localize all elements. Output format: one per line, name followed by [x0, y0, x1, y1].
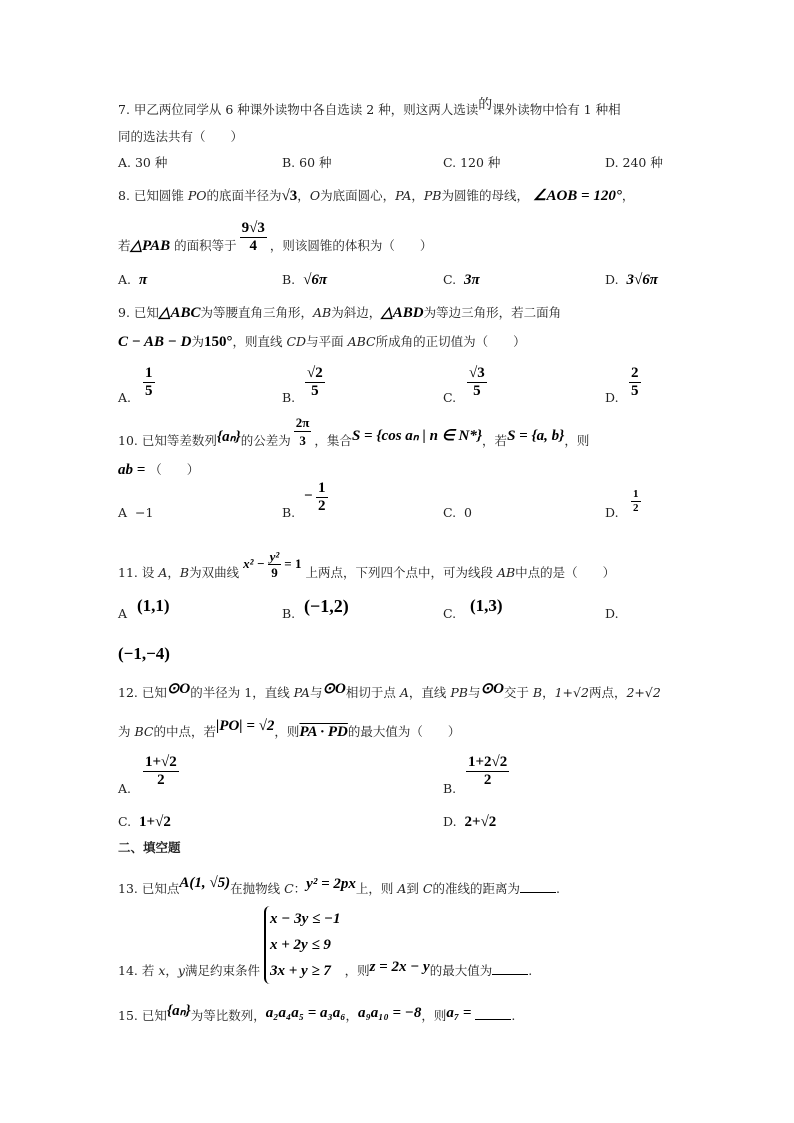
- math: ⊙O: [166, 681, 191, 697]
- q12-label-b: B.: [443, 781, 457, 796]
- value: 0: [464, 505, 472, 520]
- t: 的公差为: [240, 433, 291, 448]
- q10-option-a: [118, 505, 153, 521]
- q9-line1: [118, 305, 561, 321]
- t: 的最大值为（ ）: [347, 724, 461, 739]
- math: {aₙ}: [216, 429, 241, 445]
- q11-line1: [118, 549, 615, 581]
- math: a₇ =: [446, 1005, 472, 1021]
- den: 5: [311, 383, 319, 399]
- q8-option-c: [443, 272, 480, 288]
- t: ，: [345, 1008, 359, 1023]
- q11-option-a: (1,1): [137, 596, 170, 615]
- q10-option-d: [631, 488, 641, 515]
- q14-constraint-system: [264, 906, 341, 984]
- math: |PO| = √2: [215, 718, 275, 734]
- label: A: [118, 505, 128, 520]
- num: 9√3: [241, 220, 265, 236]
- t: 为等比数列，: [190, 1008, 266, 1023]
- math: 2+√2: [464, 814, 497, 830]
- section-title: 二、填空题: [118, 840, 181, 855]
- t: 与: [309, 685, 323, 700]
- t: ，: [167, 565, 180, 580]
- t: A: [158, 565, 168, 580]
- q14-line: [118, 906, 532, 984]
- q15-answer-blank[interactable]: [475, 1007, 511, 1020]
- t: CD: [286, 334, 307, 349]
- t: ，: [542, 685, 555, 700]
- t: .: [555, 881, 560, 896]
- num: 1: [145, 365, 153, 381]
- den: 9: [271, 565, 278, 580]
- q10-fraction: [294, 414, 312, 449]
- q8-option-b: [282, 272, 327, 288]
- num: 2: [631, 365, 639, 381]
- den: 5: [473, 383, 481, 399]
- q11-label-c: C.: [443, 606, 457, 621]
- t: 10. 已知等差数列: [118, 433, 217, 448]
- math: 1+√2: [139, 814, 171, 830]
- t: PB: [450, 685, 468, 700]
- t: ，: [411, 188, 424, 203]
- t: 为底面圆心，: [320, 188, 396, 203]
- t: 14. 若: [118, 963, 159, 978]
- t: ，则: [564, 433, 590, 448]
- num: 1+√2: [145, 754, 177, 770]
- q11-label-a: A: [118, 606, 128, 621]
- label: C.: [443, 272, 457, 287]
- t: 与: [468, 685, 481, 700]
- q8-line2: [118, 220, 432, 255]
- t: 11. 设: [118, 565, 159, 580]
- constraint: x − 3y ≤ −1: [269, 911, 341, 927]
- t: 为: [118, 724, 135, 739]
- num: 1+2√2: [468, 754, 508, 770]
- t: .: [511, 1008, 516, 1023]
- q12-option-a: [143, 754, 179, 789]
- q12-option-d: [443, 814, 496, 830]
- q11-option-c: (1,3): [470, 596, 503, 615]
- den: 3: [299, 433, 306, 448]
- q9-label-d: D.: [605, 390, 619, 405]
- math: √6π: [303, 272, 328, 288]
- label: A.: [118, 272, 132, 287]
- t: ，则直线: [232, 334, 287, 349]
- q8-option-d: [605, 272, 658, 288]
- math: △ABC: [158, 305, 201, 321]
- t: A: [399, 685, 409, 700]
- q13-answer-blank[interactable]: [520, 880, 556, 893]
- math: ⊙O: [322, 681, 346, 697]
- t: ，则: [274, 724, 300, 739]
- q12-option-b: [466, 754, 509, 789]
- q10-label-b: B.: [282, 505, 296, 520]
- t: AB: [312, 305, 332, 320]
- math: {aₙ}: [166, 1003, 191, 1019]
- q7-text: 7. 甲乙两位同学从 6 种课外读物中各自选读 2 种，则这两人选读: [118, 102, 479, 117]
- t: x: [158, 963, 166, 978]
- value: −1: [134, 505, 154, 520]
- math: ab =: [118, 462, 146, 478]
- t: 与平面: [306, 334, 348, 349]
- q8-line1: [118, 188, 634, 204]
- q12-line2: [118, 718, 461, 740]
- q11-option-b: (−1,2): [304, 596, 349, 616]
- t: 的准线的距离为: [432, 881, 520, 896]
- t: （ ）: [149, 462, 200, 477]
- den: 5: [631, 383, 639, 399]
- num: y²: [269, 549, 280, 564]
- t: 1+√2: [554, 685, 589, 700]
- t: 为圆锥的母线，: [441, 188, 530, 203]
- t: 15. 已知: [118, 1008, 167, 1023]
- q12-label-a: A.: [118, 781, 132, 796]
- math: √3: [281, 188, 298, 204]
- t: PA: [395, 188, 412, 203]
- t: ，则: [344, 963, 370, 978]
- label: D.: [443, 814, 457, 829]
- den: 2: [633, 502, 639, 514]
- math: z = 2x − y: [369, 959, 430, 975]
- t: 上两点，下列四个点中，可为线段: [305, 565, 497, 580]
- t: 13. 已知点: [118, 881, 180, 896]
- t: 2+√2: [626, 685, 661, 700]
- q9-option-a: [143, 365, 155, 400]
- t: 12. 已知: [118, 685, 167, 700]
- t: ，集合: [314, 433, 352, 448]
- t: 所成角的正切值为（ ）: [375, 334, 526, 349]
- math: 3√6π: [626, 272, 658, 288]
- t: 的面积等于: [170, 238, 237, 253]
- t: .: [528, 963, 533, 978]
- q11-eq-left: x² −: [243, 556, 265, 571]
- num: 1: [633, 488, 639, 500]
- num: √3: [469, 365, 485, 381]
- t: 为: [191, 334, 204, 349]
- t: 中点的是（ ）: [515, 565, 616, 580]
- label: C.: [118, 814, 132, 829]
- q14-answer-blank[interactable]: [492, 962, 528, 975]
- t: ，则该圆锥的体积为（ ）: [269, 238, 433, 253]
- t: B: [532, 685, 543, 700]
- q10-option-b: [316, 480, 328, 515]
- t: B: [179, 565, 190, 580]
- q10-minus: −: [304, 488, 313, 504]
- t: 上，则: [355, 881, 398, 896]
- t: 9. 已知: [118, 305, 159, 320]
- q9-option-c: [467, 365, 487, 400]
- q9-label-a: A.: [118, 390, 132, 405]
- t: C: [284, 881, 294, 896]
- den: 2: [483, 772, 492, 788]
- t: 相切于点: [345, 685, 400, 700]
- q9-line2: [118, 334, 526, 350]
- t: C: [422, 881, 433, 896]
- t: ，直线: [408, 685, 451, 700]
- q7-line1: [118, 97, 621, 118]
- q11-label-b: B.: [282, 606, 296, 621]
- q10-option-c: [443, 505, 472, 521]
- t: 为斜边，: [331, 305, 382, 320]
- label: D.: [605, 272, 619, 287]
- t: ，: [621, 188, 635, 203]
- t: 的底面半径为: [206, 188, 282, 203]
- math: ∠AOB = 120°: [533, 188, 622, 204]
- den: 2: [157, 772, 165, 788]
- math: y² = 2px: [306, 876, 356, 892]
- t: ，: [297, 188, 310, 203]
- t: y: [177, 963, 185, 978]
- q9-label-b: B.: [282, 390, 296, 405]
- label: B.: [282, 272, 296, 287]
- math: 150°: [204, 334, 233, 350]
- t: ：: [293, 881, 307, 896]
- t: PO: [187, 188, 207, 203]
- math: a₂a₄a₅ = a₃a₆: [265, 1005, 346, 1021]
- den: 4: [249, 238, 257, 254]
- t: 两点，: [588, 685, 627, 700]
- constraint: x + 2y ≤ 9: [269, 937, 331, 953]
- q8-option-a: [118, 272, 147, 288]
- label: C.: [443, 505, 457, 520]
- t: 8. 已知圆锥: [118, 188, 188, 203]
- t: 到: [406, 881, 423, 896]
- q11-option-d: (−1,−4): [118, 644, 170, 663]
- q9-option-b: [305, 365, 325, 400]
- math: S = {cos aₙ | n ∈ N*}: [351, 428, 483, 444]
- t: 在抛物线: [230, 881, 285, 896]
- t: O: [309, 188, 321, 203]
- q9-option-d: [629, 365, 641, 400]
- den: 2: [318, 498, 326, 514]
- t: 交于: [503, 685, 533, 700]
- t: BC: [134, 724, 154, 739]
- t: ，: [165, 963, 178, 978]
- t: 的中点，若: [153, 724, 216, 739]
- t: PB: [423, 188, 442, 203]
- math: A(1, √5): [179, 875, 231, 891]
- q10-label-d: D.: [605, 505, 619, 520]
- math: △ABD: [381, 305, 424, 321]
- math: C − AB − D: [118, 334, 192, 350]
- t: PA: [293, 685, 310, 700]
- t: ABC: [347, 334, 376, 349]
- t: 满足约束条件: [184, 963, 260, 978]
- t: 若: [118, 238, 131, 253]
- q15-line: [118, 1003, 516, 1024]
- math: S = {a, b}: [507, 428, 565, 444]
- q11-fraction: [268, 549, 282, 580]
- q7-option-d: D. 240 种: [605, 155, 663, 170]
- q7-de: 的: [478, 97, 493, 113]
- math: ⊙O: [480, 681, 504, 697]
- t: ，则: [421, 1008, 447, 1023]
- constraint: 3x + y ≥ 7: [269, 963, 331, 979]
- q7-line2: 同的选法共有（ ）: [118, 129, 244, 144]
- num: 2π: [295, 415, 310, 430]
- q10-line2: [118, 462, 199, 478]
- q11-label-d: D.: [605, 606, 619, 621]
- t: AB: [496, 565, 516, 580]
- math: a₉a₁₀ = −8: [358, 1005, 422, 1021]
- q13-line: [118, 875, 560, 897]
- math: PA · PD: [299, 724, 348, 740]
- q8-fraction: [240, 220, 267, 255]
- t: 为等腰直角三角形，: [200, 305, 313, 320]
- num: 1: [318, 480, 326, 496]
- t: 为双曲线: [189, 565, 240, 580]
- q11-eq-right: = 1: [284, 556, 302, 571]
- math: 3π: [464, 272, 480, 288]
- q12-option-c: [118, 814, 171, 830]
- den: 5: [145, 383, 153, 399]
- num: √2: [307, 365, 323, 381]
- t: 的最大值为: [429, 963, 493, 978]
- t: ，若: [482, 433, 508, 448]
- q7-text-b: 课外读物中恰有 1 种相: [492, 102, 621, 117]
- math: π: [138, 272, 148, 288]
- t: 为等边三角形，若二面角: [423, 305, 562, 320]
- q9-label-c: C.: [443, 390, 457, 405]
- t: 的半径为 1，直线: [190, 685, 294, 700]
- q7-option-c: C. 120 种: [443, 155, 501, 170]
- t: A: [397, 881, 407, 896]
- q7-option-a: A. 30 种: [118, 155, 168, 170]
- q7-option-b: B. 60 种: [282, 155, 332, 170]
- math: △PAB: [130, 238, 171, 254]
- q10-line1: [118, 414, 589, 449]
- q12-line1: [118, 681, 661, 701]
